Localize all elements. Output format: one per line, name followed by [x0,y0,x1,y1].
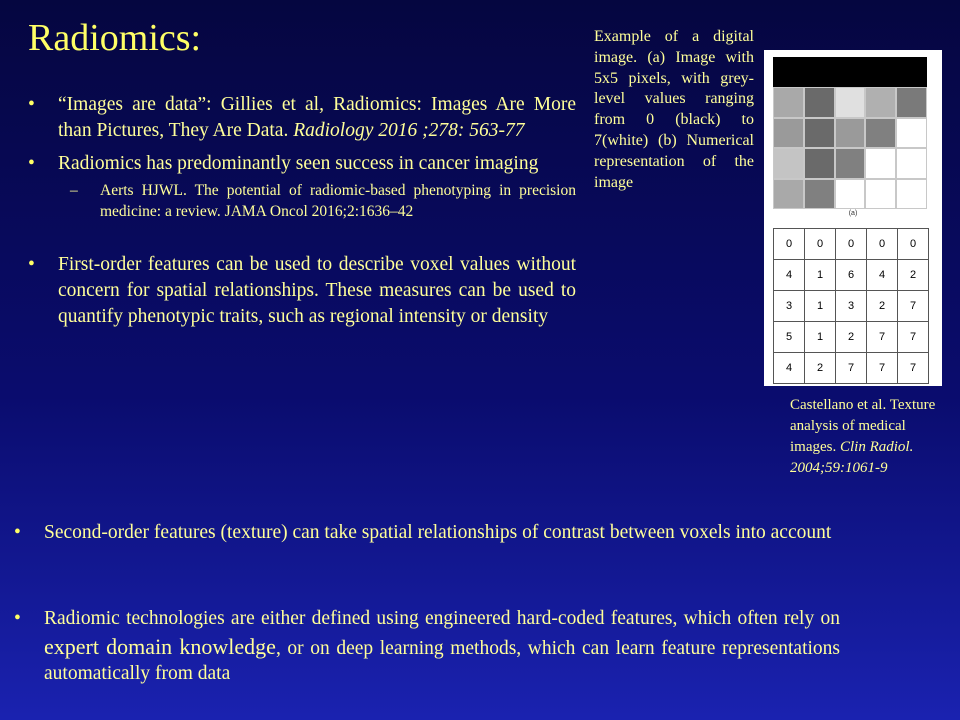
slide-title: Radiomics: [28,17,202,59]
grid-cell [865,87,896,117]
table-cell: 7 [898,322,929,353]
sub-bullet-aerts [20,181,576,222]
citation-text: Castellano et al. Texture analysis of medical images. [790,397,936,455]
bullet-gillies [20,92,576,143]
table-cell: 3 [836,291,867,322]
table-cell: 7 [898,291,929,322]
grid-row [773,118,927,148]
bullet-second-order-text: Second-order features (texture) can take spatial relationships of contrast between voxels into account [44,522,832,543]
bullet-cancer-text: Radiomics has predominantly seen success in cancer imaging [58,153,539,175]
table-row [774,260,929,291]
grey-level-grid [773,57,927,209]
grid-cell [835,179,866,209]
table-cell: 0 [774,229,805,260]
grid-cell [835,57,866,87]
figure-label-a: (a) [848,210,858,217]
radiomic-text-post: , or on deep learning methods, which can learn feature representations automatically from data [44,637,840,685]
table-cell: 2 [898,260,929,291]
sub-bullet-dash: – [70,182,78,200]
grid-cell [896,148,927,178]
table-cell: 7 [867,322,898,353]
radiomic-text-pre: Radiomic technologies are either defined using engineered hard-coded features, which often rely on [44,608,840,629]
grid-cell [835,148,866,178]
grid-cell [773,57,804,87]
radiomic-text-emphasis: expert domain knowledge [44,633,276,659]
table-cell: 4 [774,260,805,291]
table-cell: 0 [898,229,929,260]
bullet-gillies-text: “Images are data”: Gillies et al, Radiomics: Images Are More than Pictures, They Are Data. [58,94,576,141]
bullet-dot: • [28,153,35,175]
bullet-first-order-text: First-order features can be used to describe voxel values without concern for spatial relationships. These measures can be used to quantify phenotypic traits, such as regional intensity or density [58,254,576,327]
table-cell: 4 [774,353,805,384]
bullet-first-order [20,252,576,329]
bullet-dot: • [28,94,35,115]
grid-row [773,148,927,178]
table-cell: 0 [867,229,898,260]
digital-image-figure [764,50,942,386]
grid-cell [804,57,835,87]
table-cell: 2 [867,291,898,322]
bullet-second-order [14,520,840,546]
citation-journal: Clin Radiol. 2004;59:1061-9 [790,439,914,476]
sub-bullet-aerts-text: Aerts HJWL. The potential of radiomic-based phenotyping in precision medicine: a review. JAMA Oncol 2016;2:1636–42 [100,182,576,220]
grid-cell [773,118,804,148]
table-cell: 7 [898,353,929,384]
grid-row [773,179,927,209]
grid-cell [896,87,927,117]
figure-caption: Example of a digital image. (a) Image with 5x5 pixels, with grey-level values ranging from 0 (black) to 7(white) (b) Numerical representation of the image [594,28,754,191]
grid-row [773,57,927,87]
table-cell: 5 [774,322,805,353]
table-cell: 0 [836,229,867,260]
grid-cell [896,118,927,148]
grid-cell [835,118,866,148]
figure-citation [790,395,936,479]
table-cell: 1 [805,291,836,322]
table-cell: 2 [836,322,867,353]
grid-cell [865,118,896,148]
grid-cell [773,87,804,117]
grid-cell [865,57,896,87]
bullet-dot: • [28,254,35,276]
grid-cell [896,179,927,209]
table-row [774,322,929,353]
table-cell: 2 [805,353,836,384]
table-cell: 0 [805,229,836,260]
grid-cell [773,179,804,209]
table-row [774,229,929,260]
grid-cell [804,179,835,209]
grid-cell [804,118,835,148]
bullet-gillies-ref: Radiology 2016 ;278: 563-77 [293,119,525,141]
table-row [774,291,929,322]
grid-cell [804,148,835,178]
table-cell: 6 [836,260,867,291]
bullet-cancer [20,151,576,177]
table-cell: 4 [867,260,898,291]
bullet-radiomic-tech [14,606,840,687]
grid-cell [865,179,896,209]
table-cell: 3 [774,291,805,322]
main-bullets [20,92,576,329]
table-cell: 1 [805,322,836,353]
grid-cell [896,57,927,87]
grid-cell [865,148,896,178]
grid-cell [773,148,804,178]
grid-cell [804,87,835,117]
table-cell: 7 [867,353,898,384]
grid-cell [835,87,866,117]
grid-row [773,87,927,117]
table-row [774,353,929,384]
table-cell: 7 [836,353,867,384]
bullet-dot: • [14,522,21,543]
bullet-dot: • [14,608,21,629]
table-cell: 1 [805,260,836,291]
numerical-table [773,228,929,384]
